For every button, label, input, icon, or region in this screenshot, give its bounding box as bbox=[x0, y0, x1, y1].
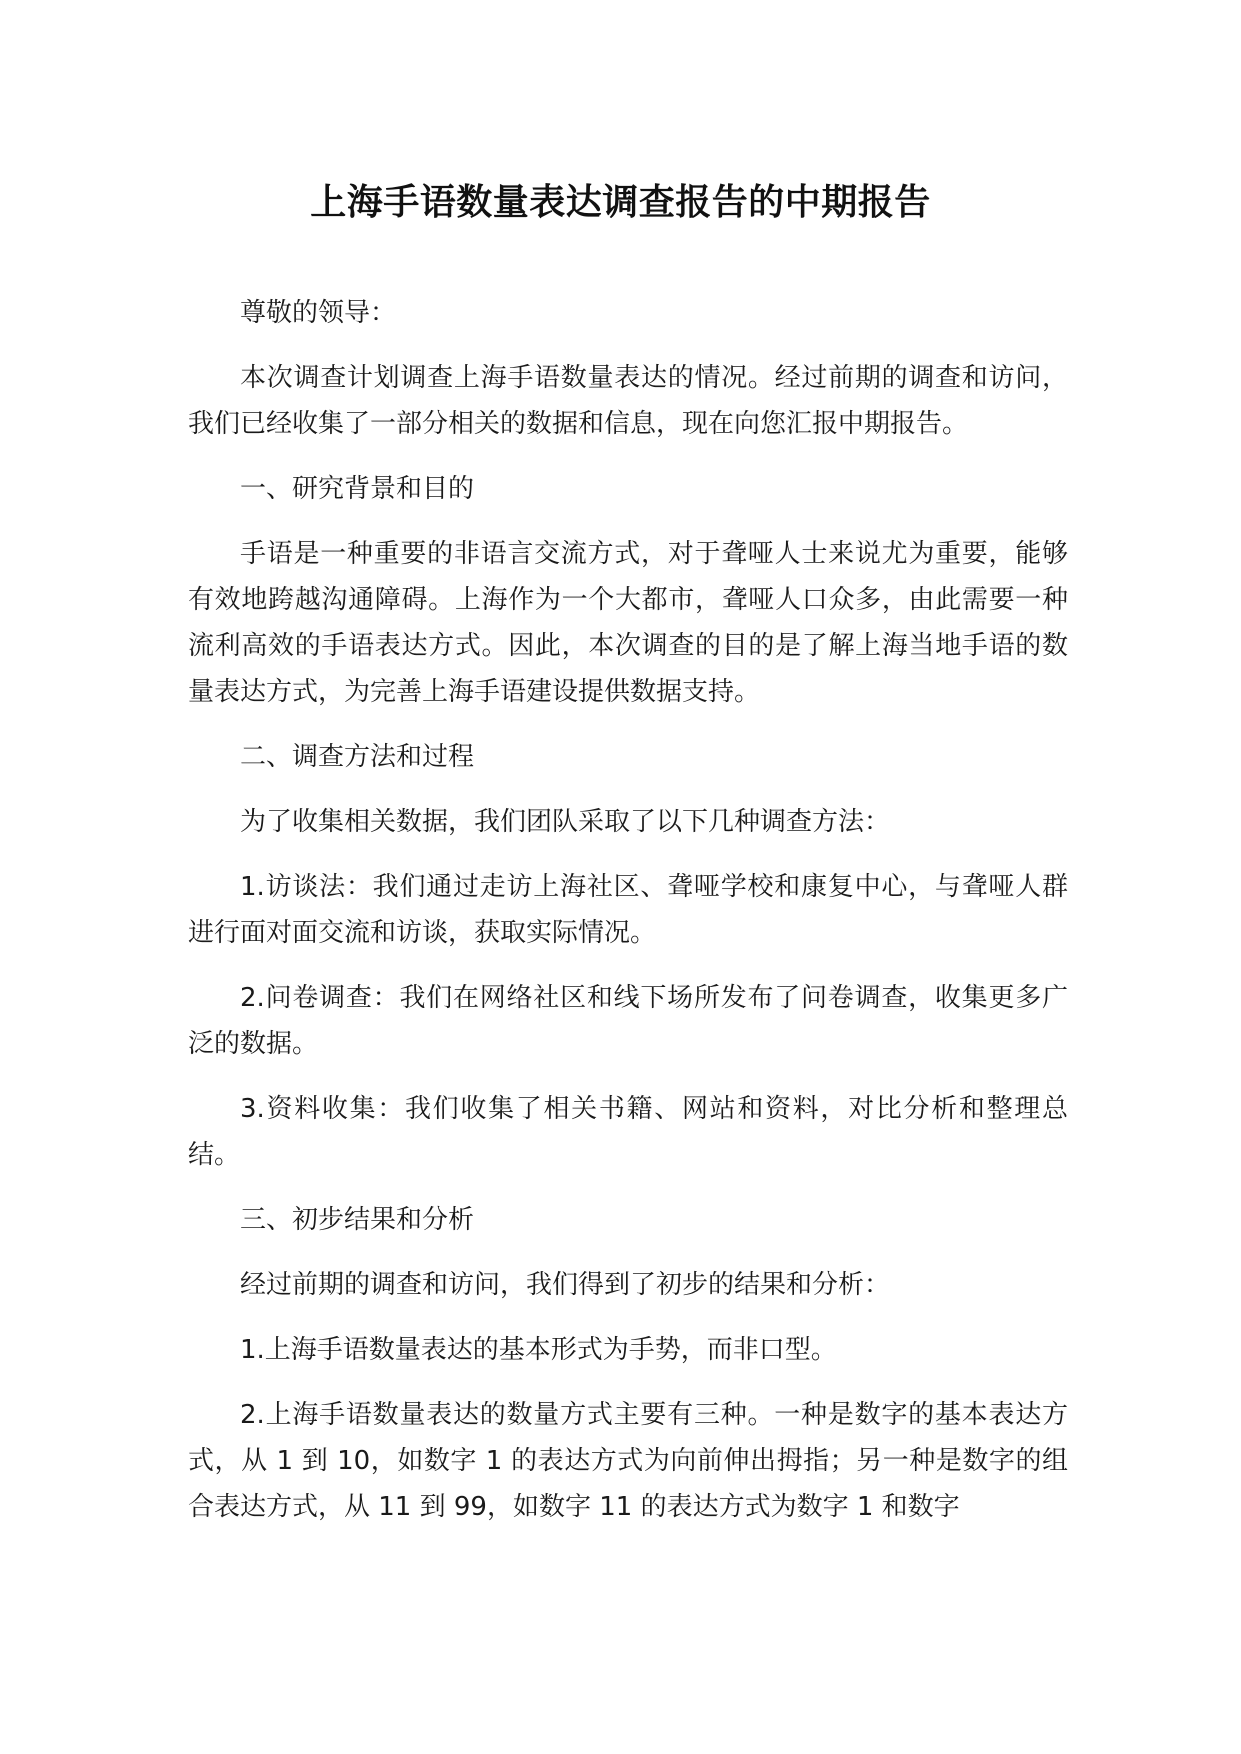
background-paragraph: 手语是一种重要的非语言交流方式，对于聋哑人士来说尤为重要，能够有效地跨越沟通障碍。上海作为一个大都市，聋哑人口众多，由此需要一种流利高效的手语表达方式。因此，本次调查的目的是了解上海当地手语的数量表达方式，为完善上海手语建设提供数据支持。 bbox=[188, 539, 1068, 707]
intro-paragraph: 本次调查计划调查上海手语数量表达的情况。经过前期的调查和访问，我们已经收集了一部分相关的数据和信息，现在向您汇报中期报告。 bbox=[188, 363, 1068, 439]
section-heading-background: 一、研究背景和目的 bbox=[240, 474, 475, 504]
method-item-questionnaire: 2.问卷调查：我们在网络社区和线下场所发布了问卷调查，收集更多广泛的数据。 bbox=[188, 983, 1068, 1059]
result-item-2: 2.上海手语数量表达的数量方式主要有三种。一种是数字的基本表达方式，从 1 到 10，如数字 1 的表达方式为向前伸出拇指；另一种是数字的组合表达方式，从 11 到 99，如数字 11 的表达方式为数字 1 和数字 bbox=[188, 1400, 1068, 1522]
results-intro-paragraph: 经过前期的调查和访问，我们得到了初步的结果和分析： bbox=[240, 1270, 891, 1300]
section-heading-methods: 二、调查方法和过程 bbox=[240, 742, 475, 772]
method-item-interview: 1.访谈法：我们通过走访上海社区、聋哑学校和康复中心，与聋哑人群进行面对面交流和访谈，获取实际情况。 bbox=[188, 872, 1068, 948]
document-body bbox=[188, 290, 1068, 1549]
section-heading-results: 三、初步结果和分析 bbox=[240, 1205, 475, 1235]
methods-intro-paragraph: 为了收集相关数据，我们团队采取了以下几种调查方法： bbox=[240, 807, 891, 837]
method-item-materials: 3.资料收集：我们收集了相关书籍、网站和资料，对比分析和整理总结。 bbox=[188, 1094, 1068, 1170]
result-item-1: 1.上海手语数量表达的基本形式为手势，而非口型。 bbox=[240, 1335, 837, 1365]
document-title: 上海手语数量表达调查报告的中期报告 bbox=[310, 182, 931, 223]
salutation: 尊敬的领导： bbox=[240, 298, 397, 328]
